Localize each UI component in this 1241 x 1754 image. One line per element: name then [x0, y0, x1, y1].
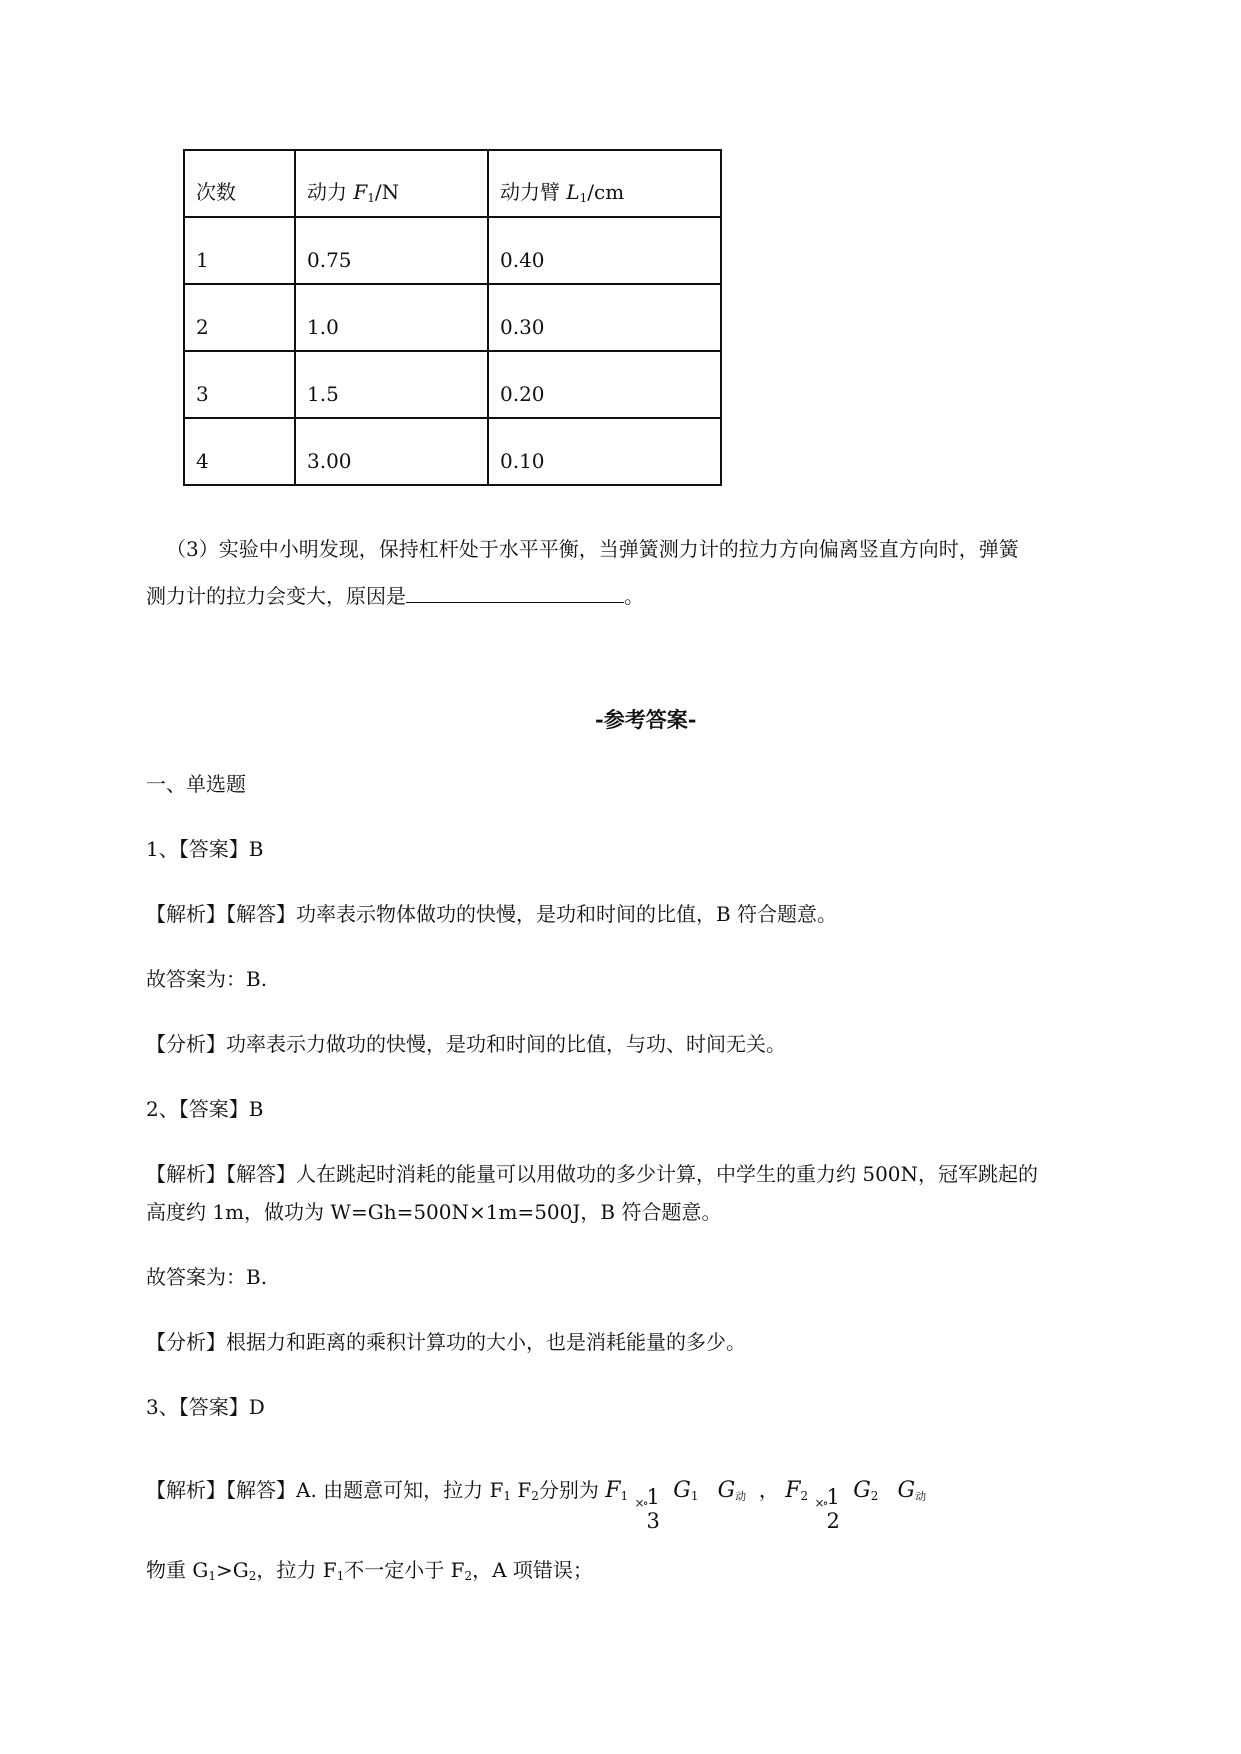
header-cell-force	[295, 150, 488, 217]
formula-den-2: 2	[826, 1508, 840, 1533]
answer3-line2	[146, 1556, 593, 1590]
formula-gdong-1: G	[717, 1478, 736, 1503]
cell-count: 1	[184, 217, 295, 284]
answer3-line2-a: 物重 G	[146, 1558, 209, 1582]
section-heading: 一、单选题	[146, 772, 246, 796]
header-force-prefix: 动力	[307, 180, 354, 204]
answer3-line2-d: 不一定小于 F	[344, 1558, 465, 1582]
cell-arm: 0.20	[488, 351, 721, 418]
formula-g2: G	[853, 1478, 871, 1503]
answer3-line2-e: ，A 项错误；	[472, 1558, 593, 1582]
formula-f1: F	[605, 1478, 621, 1503]
answer3-jiexi-mid: F	[511, 1478, 532, 1502]
header-force-unit: /N	[374, 180, 400, 204]
answer-blank[interactable]	[406, 580, 624, 603]
formula-comma: ，	[758, 1478, 779, 1502]
cell-count: 4	[184, 418, 295, 485]
f1-sub: 1	[503, 1489, 512, 1503]
answer1-jiexi: 【解析】【解答】功率表示物体做功的快慢，是功和时间的比值，B 符合题意。	[146, 902, 838, 926]
cell-count: 2	[184, 284, 295, 351]
answer3-jiexi-after: 分别为	[538, 1478, 599, 1502]
header-cell-count	[184, 150, 295, 217]
answer2-conclusion: 故答案为：B.	[146, 1265, 268, 1289]
formula-g1: G	[673, 1478, 691, 1503]
answer2-analysis: 【分析】根据力和距离的乘积计算功的大小，也是消耗能量的多少。	[146, 1330, 746, 1354]
formula	[605, 1478, 927, 1533]
header-arm-prefix: 动力臂	[500, 180, 567, 204]
answer3-line2-c: ，拉力 F	[256, 1558, 337, 1582]
question3-line2-text: 测力计的拉力会变大，原因是	[146, 584, 406, 608]
question3-line2-end: 。	[624, 584, 644, 608]
formula-gdong-2: G	[897, 1478, 916, 1503]
formula-den-1: 3	[646, 1508, 660, 1533]
answer3-jiexi-prefix: 【解析】【解答】A. 由题意可知，拉力 F	[146, 1478, 504, 1502]
answer3-f1-sub: 1	[336, 1569, 345, 1583]
header-cell-arm	[488, 150, 721, 217]
formula-g1-sub: 1	[690, 1489, 699, 1503]
header-force-sub: 1	[367, 191, 375, 205]
answer2-jiexi-line1: 【解析】【解答】人在跳起时消耗的能量可以用做功的多少计算，中学生的重力约 500N，冠军跳起的	[146, 1162, 1039, 1186]
answer1-conclusion: 故答案为：B.	[146, 967, 268, 991]
answer2-label: 2、【答案】B	[146, 1097, 264, 1121]
formula-f1-sub: 1	[620, 1489, 629, 1503]
cell-force: 1.5	[295, 351, 488, 418]
f2-sub: 2	[531, 1489, 539, 1503]
question3-line1: （3）实验中小明发现，保持杠杆处于水平平衡，当弹簧测力计的拉力方向偏离竖直方向时，弹簧	[166, 537, 1019, 561]
cell-force: 1.0	[295, 284, 488, 351]
cell-force: 0.75	[295, 217, 488, 284]
answer3-label: 3、【答案】D	[146, 1395, 265, 1419]
answer1-analysis: 【分析】功率表示力做功的快慢，是功和时间的比值，与功、时间无关。	[146, 1032, 786, 1056]
answer3-g1-sub: 1	[208, 1569, 216, 1583]
answer3-jiexi-line	[146, 1460, 927, 1533]
formula-dots-2: ×∘	[814, 1495, 827, 1510]
table-header-row	[184, 150, 721, 217]
formula-num-2: 1	[826, 1484, 840, 1509]
table-row	[184, 351, 721, 418]
formula-f2-sub: 2	[800, 1489, 809, 1503]
cell-arm: 0.10	[488, 418, 721, 485]
table-row	[184, 217, 721, 284]
cell-arm: 0.40	[488, 217, 721, 284]
formula-dots-1: ×∘	[634, 1495, 647, 1510]
header-force-var: F	[353, 180, 368, 204]
formula-g2-sub: 2	[870, 1489, 879, 1503]
answers-title: -参考答案-	[595, 707, 697, 732]
answer3-line2-b: >G	[215, 1558, 249, 1582]
answer3-g2-sub: 2	[248, 1569, 257, 1583]
cell-arm: 0.30	[488, 284, 721, 351]
formula-gdong-sub-2: 动	[915, 1490, 927, 1503]
question3-line2	[146, 580, 644, 610]
header-arm-unit: /cm	[587, 180, 625, 204]
header-arm-sub: 1	[579, 191, 588, 205]
formula-f2: F	[785, 1478, 801, 1503]
answer1-label: 1、【答案】B	[146, 837, 264, 861]
formula-gdong-sub-1: 动	[735, 1490, 747, 1503]
data-table	[183, 149, 722, 486]
cell-force: 3.00	[295, 418, 488, 485]
answer3-f2-sub: 2	[464, 1569, 473, 1583]
formula-num-1: 1	[646, 1484, 660, 1509]
cell-count: 3	[184, 351, 295, 418]
table-row	[184, 284, 721, 351]
formula-fraction-1	[634, 1467, 661, 1533]
formula-fraction-2	[814, 1467, 840, 1533]
header-arm-var: L	[566, 180, 580, 204]
answer2-jiexi-line2: 高度约 1m，做功为 W=Gh=500N×1m=500J，B 符合题意。	[146, 1200, 722, 1224]
table-row	[184, 418, 721, 485]
header-count-label: 次数	[196, 180, 236, 204]
